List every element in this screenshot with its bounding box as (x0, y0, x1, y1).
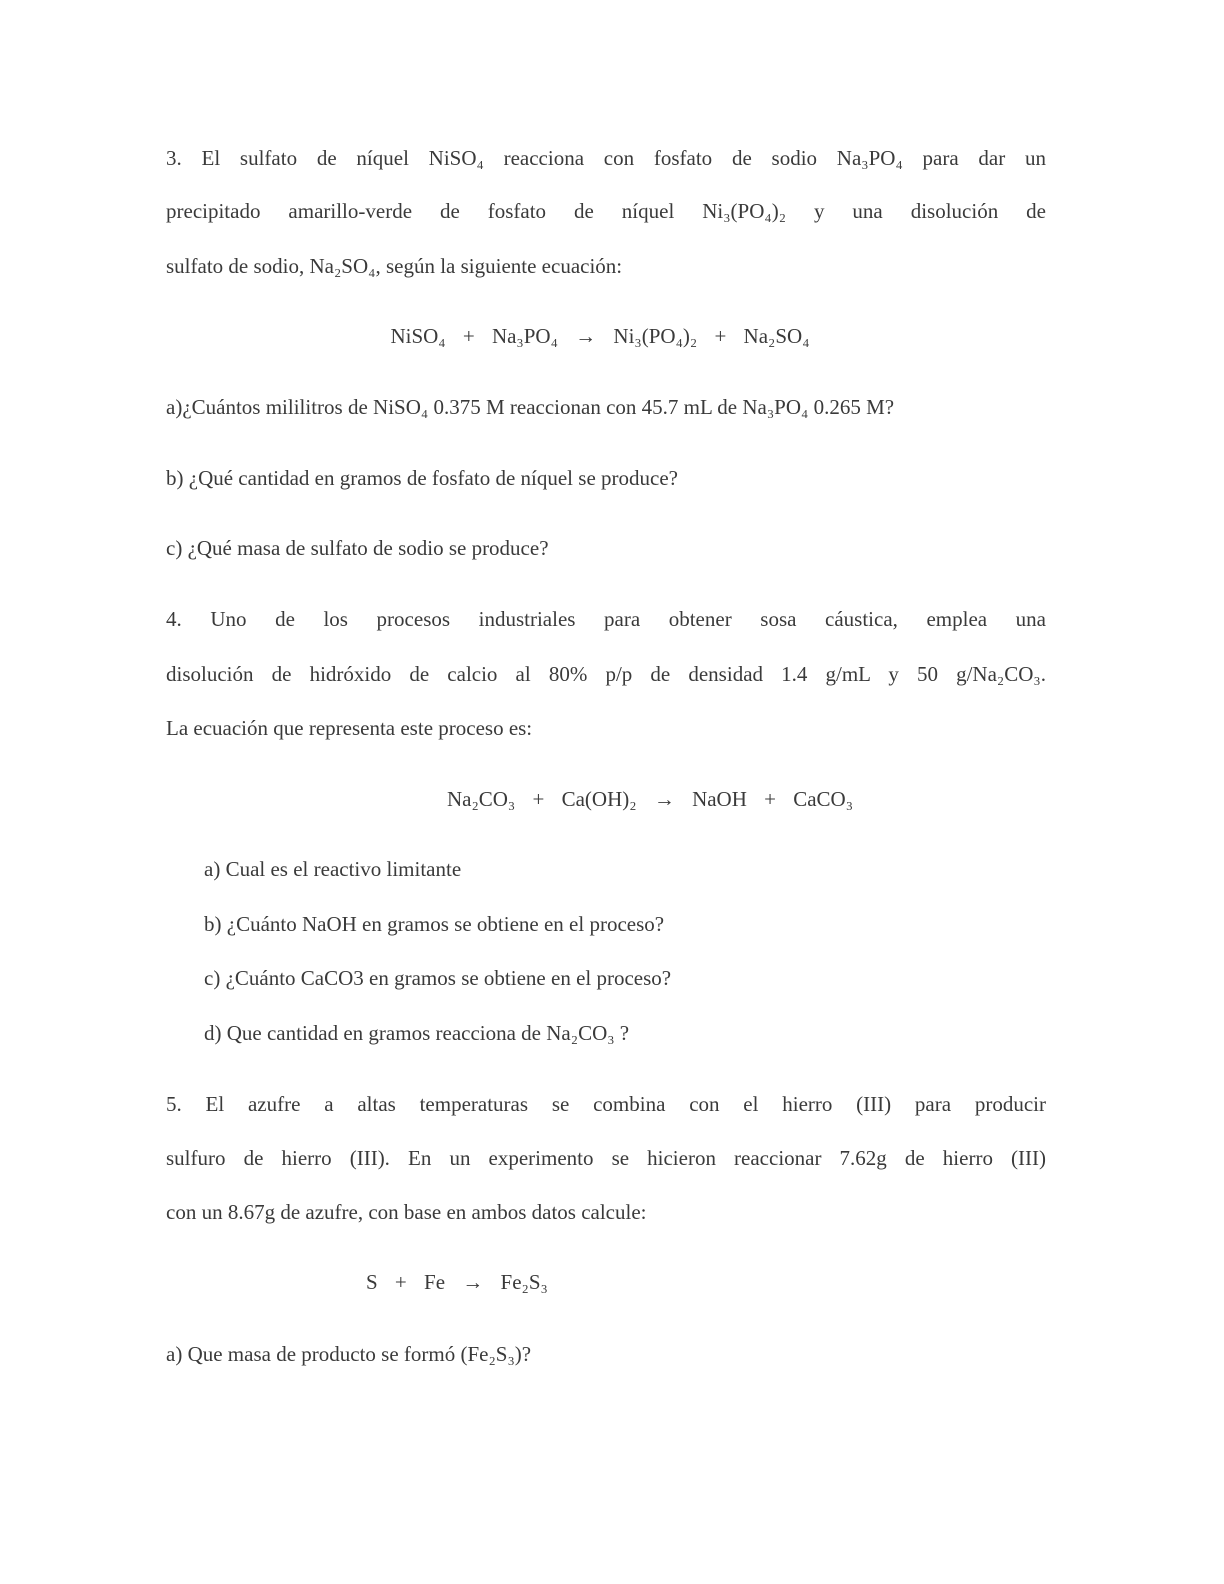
problem-4-line-1: 4. Uno de los procesos industriales para obtener sosa cáustica, emplea una (166, 607, 1046, 631)
problem-3-line-1: 3. El sulfato de níquel NiSO₄ reacciona con fosfato de sodio Na₃PO₄ para dar un (166, 146, 1046, 170)
problem-5-question-a: a) Que masa de producto se formó (Fe₂S₃)? (166, 1342, 532, 1366)
problem-3-line-2: precipitado amarillo-verde de fosfato de níquel Ni₃(PO₄)₂ y una disolución de (166, 199, 1046, 223)
problem-4-question-c: c) ¿Cuánto CaCO3 en gramos se obtiene en el proceso? (204, 966, 672, 990)
problem-4-line-3: La ecuación que representa este proceso es: (166, 716, 533, 740)
problem-5-line-3: con un 8.67g de azufre, con base en ambos datos calcule: (166, 1200, 647, 1224)
problem-4-question-d: d) Que cantidad en gramos reacciona de Na₂CO₃ ? (204, 1021, 630, 1045)
problem-3-question-c: c) ¿Qué masa de sulfato de sodio se produce? (166, 536, 549, 560)
problem-5-line-2: sulfuro de hierro (III). En un experimento se hicieron reaccionar 7.62g de hierro (III) (166, 1146, 1046, 1170)
problem-4-line-2: disolución de hidróxido de calcio al 80% p/p de densidad 1.4 g/mL y 50 g/Na₂CO₃. (166, 662, 1046, 686)
problem-5-line-1: 5. El azufre a altas temperaturas se combina con el hierro (III) para producir (166, 1092, 1046, 1116)
problem-3-question-b: b) ¿Qué cantidad en gramos de fosfato de níquel se produce? (166, 466, 678, 490)
problem-3-question-a: a)¿Cuántos mililitros de NiSO₄ 0.375 M reaccionan con 45.7 mL de Na₃PO₄ 0.265 M? (166, 395, 895, 419)
problem-4-question-b: b) ¿Cuánto NaOH en gramos se obtiene en el proceso? (204, 912, 665, 936)
problem-4-question-a: a) Cual es el reactivo limitante (204, 857, 462, 881)
problem-4-equation: Na₂CO₃ + Ca(OH)₂ → NaOH + CaCO₃ (446, 787, 854, 811)
problem-3-line-3: sulfato de sodio, Na₂SO₄, según la siguiente ecuación: (166, 254, 623, 278)
problem-3-equation: NiSO₄ + Na₃PO₄ → Ni₃(PO₄)₂ + Na₂SO₄ (390, 324, 810, 348)
problem-5-equation: S + Fe → Fe₂S₃ (366, 1270, 548, 1294)
